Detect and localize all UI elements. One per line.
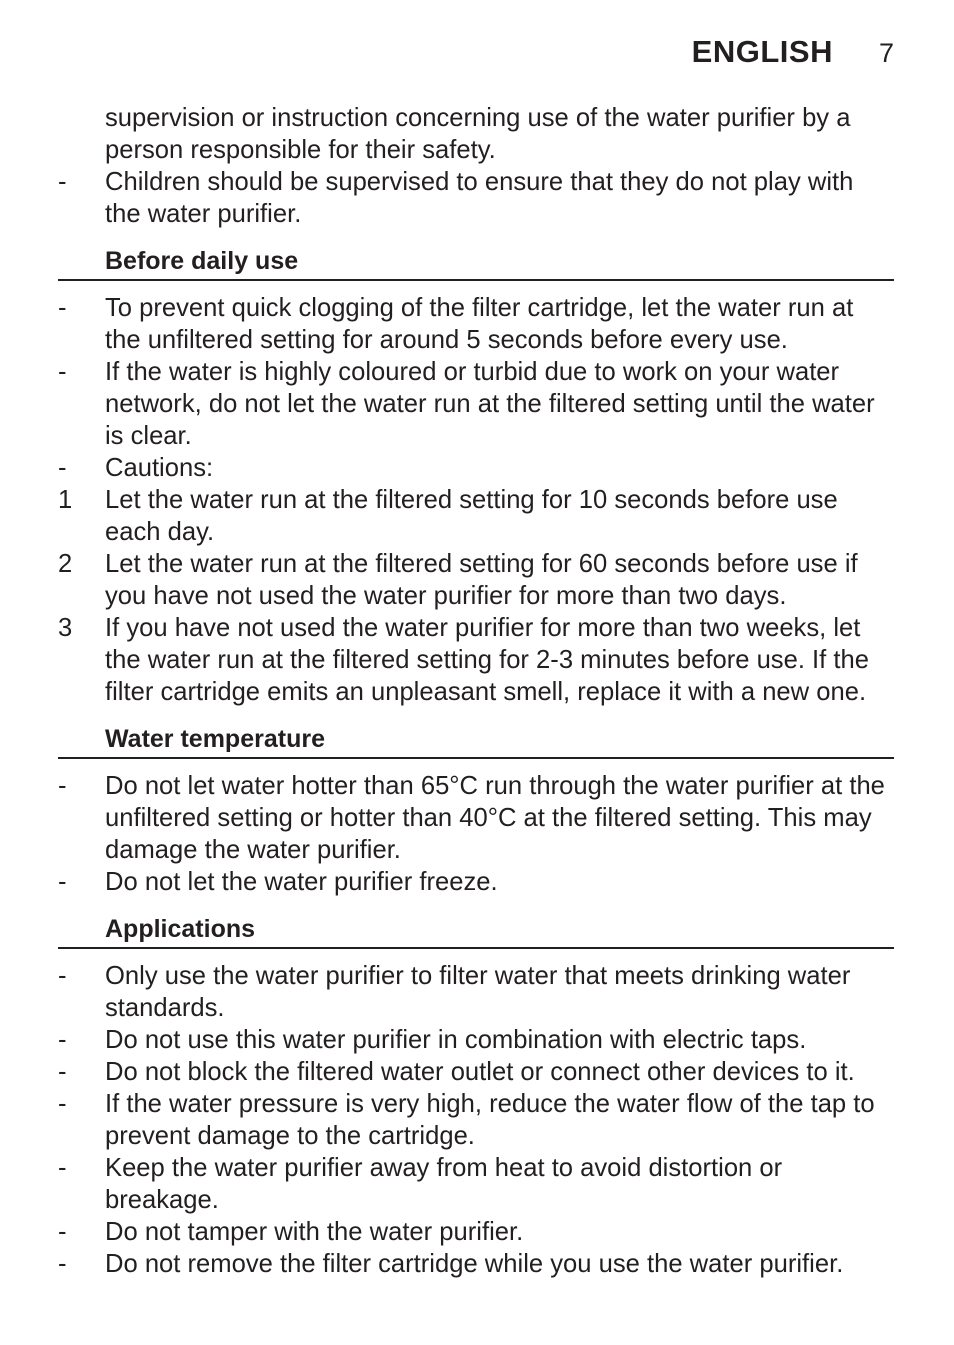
- list-item-text: Children should be supervised to ensure that they do not play with the water purifier.: [105, 168, 854, 228]
- intro-list: [58, 102, 894, 230]
- list-item-text: Do not remove the filter cartridge while you use the water purifier.: [105, 1250, 844, 1278]
- list-item-text: Do not tamper with the water purifier.: [105, 1218, 524, 1246]
- list-marker: -: [58, 1058, 67, 1086]
- page-header: [692, 34, 894, 70]
- list-item: [58, 612, 894, 708]
- list-marker: 2: [58, 550, 73, 578]
- list-marker: -: [58, 1026, 67, 1054]
- language-label: ENGLISH: [691, 34, 833, 69]
- list-item: [58, 102, 894, 166]
- list-item: [58, 292, 894, 356]
- list-item-text: Keep the water purifier away from heat to avoid distortion or breakage.: [105, 1154, 783, 1214]
- list-item-text: Cautions:: [105, 454, 214, 482]
- list-item: [58, 548, 894, 612]
- list-item: [58, 1152, 894, 1216]
- list-marker: -: [58, 1218, 67, 1246]
- list-item-text: supervision or instruction concerning use of the water purifier by a person responsible for their safety.: [105, 104, 851, 164]
- list-item: [58, 1216, 894, 1248]
- list-marker: -: [58, 868, 67, 896]
- section-heading: Before daily use: [58, 244, 894, 281]
- list-marker: -: [58, 454, 67, 482]
- list-item-text: Only use the water purifier to filter water that meets drinking water standards.: [105, 962, 851, 1022]
- list-marker: 1: [58, 486, 73, 514]
- manual-content: [58, 102, 894, 1280]
- list-item: [58, 960, 894, 1024]
- list-marker: -: [58, 1250, 67, 1278]
- list-item: [58, 1056, 894, 1088]
- section-before-daily-use: [58, 244, 894, 708]
- list-item-text: To prevent quick clogging of the filter cartridge, let the water run at the unfiltered setting for around 5 seconds before every use.: [105, 294, 854, 354]
- list-marker: -: [58, 1154, 67, 1182]
- section-water-temperature: [58, 722, 894, 898]
- list-marker: -: [58, 168, 67, 196]
- list-item-text: Let the water run at the filtered setting for 60 seconds before use if you have not used the water purifier for more than two days.: [105, 550, 858, 610]
- section-heading: Water temperature: [58, 722, 894, 759]
- list-item-text: Do not use this water purifier in combination with electric taps.: [105, 1026, 807, 1054]
- list-marker: -: [58, 294, 67, 322]
- list-item-text: Do not let water hotter than 65°C run through the water purifier at the unfiltered setting or hotter than 40°C at the filtered setting. This may damage the water purifier.: [105, 772, 885, 864]
- list-marker: 3: [58, 614, 73, 642]
- list-item-text: Do not let the water purifier freeze.: [105, 868, 498, 896]
- section-heading: Applications: [58, 912, 894, 949]
- list-item-text: Let the water run at the filtered setting for 10 seconds before use each day.: [105, 486, 838, 546]
- list-item: [58, 1248, 894, 1280]
- list-item: [58, 166, 894, 230]
- list-item: [58, 1024, 894, 1056]
- list-marker: -: [58, 962, 67, 990]
- list-item: [58, 484, 894, 548]
- list-item: [58, 452, 894, 484]
- list-marker: -: [58, 358, 67, 386]
- list-item: [58, 866, 894, 898]
- list-marker: -: [58, 772, 67, 800]
- list-marker: -: [58, 1090, 67, 1118]
- list-item-text: Do not block the filtered water outlet or connect other devices to it.: [105, 1058, 855, 1086]
- list-item: [58, 356, 894, 452]
- list-item-text: If the water is highly coloured or turbid due to work on your water network, do not let the water run at the filtered setting until the water is clear.: [105, 358, 875, 450]
- page-number: 7: [878, 38, 894, 68]
- section-applications: [58, 912, 894, 1280]
- list-item-text: If the water pressure is very high, reduce the water flow of the tap to prevent damage to the cartridge.: [105, 1090, 875, 1150]
- list-item: [58, 1088, 894, 1152]
- list-item-text: If you have not used the water purifier for more than two weeks, let the water run at the filtered setting for 2-3 minutes before use. If the filter cartridge emits an unpleasant smell, replace it with a new one.: [105, 614, 869, 706]
- list-item: [58, 770, 894, 866]
